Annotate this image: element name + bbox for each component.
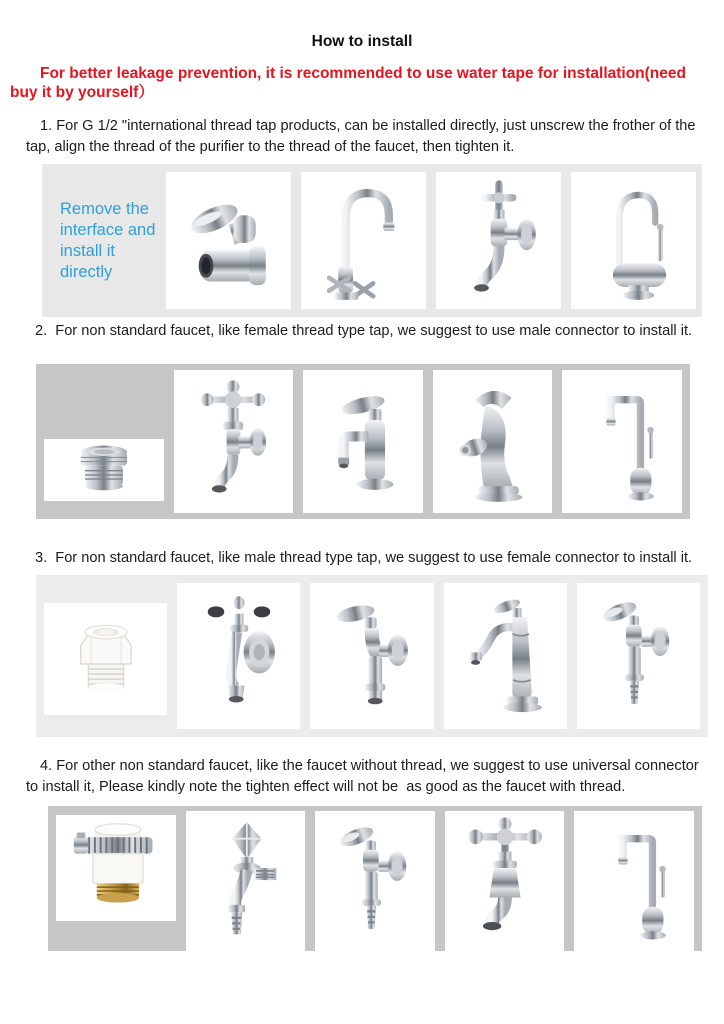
l-shape-kitchen-faucet-icon <box>588 816 680 946</box>
install-directly-note: Remove the interface and install it directly <box>60 199 156 281</box>
image-vintage-curved-spout-faucet <box>444 583 567 729</box>
wall-cross-handle-flange-tap-icon <box>193 591 285 721</box>
image-l-shape-kitchen-faucet <box>562 370 682 513</box>
basin-lever-faucet-icon <box>317 377 409 507</box>
lever-handle-barb-tap-icon <box>329 816 421 946</box>
male-connector-icon <box>68 442 140 498</box>
step-2-image-strip <box>36 364 690 519</box>
image-gooseneck-cross-handle-faucet <box>301 172 426 309</box>
step-1-image-strip <box>42 164 702 317</box>
step-4-text: 4. For other non standard faucet, like the faucet without thread, we suggest to use universal connector to install it, Please kindly note the tighten effect will not be as good as the faucet with thread. <box>26 758 703 795</box>
image-wall-lever-barb-tap <box>577 583 700 729</box>
image-pillar-cross-handle-tap <box>174 370 294 513</box>
image-diamond-handle-barb-tap <box>186 811 306 951</box>
image-universal-connector <box>56 815 176 921</box>
wall-lever-barb-tap-icon <box>592 591 684 721</box>
image-basin-lever-faucet <box>303 370 423 513</box>
universal-connector-icon <box>68 820 164 916</box>
wall-mount-cross-handle-tap-icon <box>453 176 545 306</box>
diamond-handle-barb-tap-icon <box>199 816 291 946</box>
image-female-connector <box>44 603 167 715</box>
lever-valve-faucet-icon <box>183 176 275 306</box>
image-wall-lever-flange-tap <box>310 583 433 729</box>
l-shape-kitchen-faucet-icon <box>576 377 668 507</box>
image-lever-handle-barb-tap <box>315 811 435 951</box>
image-wall-cross-handle-flange-tap <box>177 583 300 729</box>
image-male-connector <box>44 439 164 501</box>
step-3-image-strip <box>36 575 708 737</box>
image-bidet-mixer-faucet <box>433 370 553 513</box>
warning-text: For better leakage prevention, it is recommended to use water tape for installation(need buy it by yourself） <box>10 65 691 101</box>
gooseneck-cross-handle-faucet-icon <box>318 176 410 306</box>
image-wall-mount-cross-handle-tap <box>436 172 561 309</box>
step-4-image-strip <box>48 806 702 951</box>
image-cross-handle-pillar-tap <box>445 811 565 951</box>
pillar-cross-handle-tap-icon <box>187 377 279 507</box>
image-modern-gooseneck-faucet <box>571 172 696 309</box>
image-lever-valve-faucet <box>166 172 291 309</box>
image-l-shape-kitchen-faucet-2 <box>574 811 694 951</box>
wall-lever-flange-tap-icon <box>326 591 418 721</box>
step-3-text: 3. For non standard faucet, like male thread type tap, we suggest to use female connector to install it. <box>35 550 693 566</box>
female-connector-icon <box>64 617 148 701</box>
vintage-curved-spout-faucet-icon <box>459 591 551 721</box>
page-title: How to install <box>311 33 413 50</box>
step-2-text: 2. For non standard faucet, like female thread type tap, we suggest to use male connector to install it. <box>35 323 693 339</box>
bidet-mixer-faucet-icon <box>447 377 539 507</box>
modern-gooseneck-faucet-icon <box>588 176 680 306</box>
cross-handle-pillar-tap-icon <box>459 816 551 946</box>
step-1-text: 1. For G 1/2 "international thread tap products, can be installed directly, just unscrew the frother of the tap, align the thread of the purifier to the thread of the faucet, then tighten it. <box>26 118 700 155</box>
